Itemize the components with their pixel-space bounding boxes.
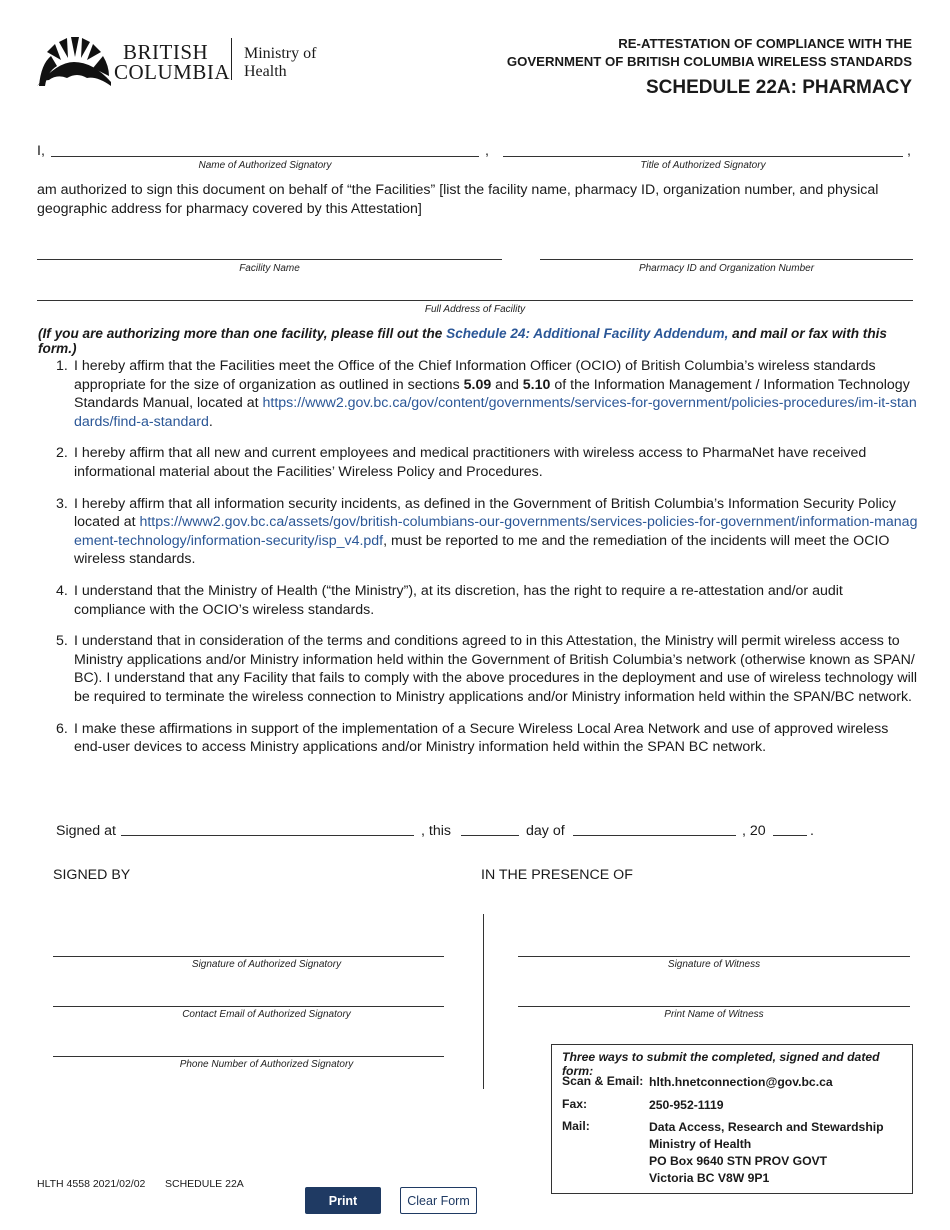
- submission-box-title: Three ways to submit the completed, signed and dated form:: [562, 1050, 880, 1078]
- list-item: 3. I hereby affirm that all information security incidents, as defined in the Government of British Columbia’s Information Security Policy located at https://www2.gov.bc.ca/assets/gov/british-columbians-our-governments/services-policies-for-government/information-management-technology/information-security/isp_v4.pdf, must be reported to me and the remediation of the incidents will meet the OCIO wireless standards.: [56, 495, 918, 568]
- addendum-link[interactable]: Schedule 24: Additional Facility Addendum,: [446, 326, 729, 341]
- item-number: 1.: [56, 358, 68, 374]
- signatory-signature-field[interactable]: [53, 930, 444, 957]
- witness-signature-field[interactable]: [518, 930, 910, 957]
- ministry-line1: Ministry of: [244, 45, 317, 62]
- item-number: 4.: [56, 582, 68, 599]
- form-id: HLTH 4558 2021/02/02: [37, 1178, 146, 1190]
- signatory-title-caption: Title of Authorized Signatory: [640, 160, 766, 171]
- item-number: 6.: [56, 720, 68, 737]
- signed-by-heading: SIGNED BY: [53, 867, 131, 883]
- addendum-note-before: (If you are authorizing more than one facility, please fill out the: [38, 326, 447, 341]
- ministry-line2: Health: [244, 63, 287, 80]
- bc-sun-icon: [37, 36, 111, 86]
- comma-1: ,: [485, 143, 489, 159]
- year-prefix-label: , 20: [742, 823, 766, 839]
- this-label: , this: [421, 823, 451, 839]
- signed-at-field[interactable]: [121, 818, 414, 836]
- bc-wordmark-line2: COLUMBIA: [114, 60, 231, 84]
- signature-divider: [483, 914, 484, 1089]
- item-number: 5.: [56, 633, 68, 650]
- form-title-line1: RE-ATTESTATION OF COMPLIANCE WITH THE: [618, 36, 912, 51]
- fax-label: Fax:: [562, 1097, 588, 1111]
- signatory-email-field[interactable]: [53, 982, 444, 1007]
- signatory-phone-caption: Phone Number of Authorized Signatory: [179, 1059, 354, 1070]
- footer-schedule: SCHEDULE 22A: [165, 1178, 244, 1190]
- signed-at-label: Signed at: [56, 823, 116, 839]
- print-button[interactable]: Print: [305, 1187, 381, 1214]
- day-of-label: day of: [526, 823, 565, 839]
- signatory-name-field[interactable]: [51, 139, 479, 157]
- list-item: 5. I understand that in consideration of the terms and conditions agreed to in this Attestation, the Ministry will permit wireless access to Ministry applications and/or Ministry information held within the Government of British Columbia’s network (otherwise known as SPAN/ BC). I understand that any Facility that fails to comply with the above procedures in the deployment and use of wireless technology will be required to terminate the wireless connection to Ministry applications and/or Ministry information held within the SPAN/BC network.: [56, 633, 918, 705]
- item-number: 3.: [56, 495, 68, 512]
- security-policy-link[interactable]: https://www2.gov.bc.ca/assets/gov/british-columbians-our-governments/services-policies-for-government/information-management-technology/information-security/isp_v4.pdf: [74, 514, 918, 549]
- standards-manual-link[interactable]: https://www2.gov.bc.ca/gov/content/governments/services-for-government/policies-procedures/im-it-standards/find-a-standard: [74, 395, 917, 430]
- list-item: 6. I make these affirmations in support of the implementation of a Secure Wireless Local Area Network and use of approved wireless end-user devices to access Ministry applications and/or Ministry information held within the SPAN BC network.: [56, 720, 889, 756]
- mail-line2: Ministry of Health: [649, 1137, 752, 1151]
- mail-line4: Victoria BC V8W 9P1: [649, 1171, 770, 1185]
- facility-name-caption: Facility Name: [239, 263, 300, 274]
- i-prefix: I,: [37, 143, 45, 159]
- submission-info-box: [551, 1044, 913, 1194]
- signatory-email-caption: Contact Email of Authorized Signatory: [182, 1009, 351, 1020]
- item-number: 2.: [56, 445, 68, 462]
- list-item: 2. I hereby affirm that all new and current employees and medical practitioners with wireless access to PharmaNet have received informational material about the Facilities’ Wireless Policy and Procedures.: [56, 445, 867, 480]
- schedule-title: SCHEDULE 22A: PHARMACY: [645, 77, 912, 98]
- year-field[interactable]: [773, 818, 807, 836]
- facility-address-field[interactable]: [37, 282, 913, 301]
- signatory-phone-field[interactable]: [53, 1032, 444, 1057]
- facility-address-caption: Full Address of Facility: [424, 304, 526, 315]
- witness-signature-caption: Signature of Witness: [667, 959, 761, 970]
- logo-divider: [231, 38, 232, 80]
- addendum-note: [38, 326, 918, 356]
- month-field[interactable]: [573, 818, 736, 836]
- fax-value: 250-952-1119: [649, 1098, 724, 1112]
- affirmation-list: [38, 357, 918, 770]
- period: .: [810, 823, 814, 839]
- day-field[interactable]: [461, 818, 519, 836]
- signatory-title-field[interactable]: [503, 139, 903, 157]
- mail-line3: PO Box 9640 STN PROV GOVT: [649, 1154, 828, 1168]
- bc-wordmark-line1: BRITISH: [123, 40, 209, 64]
- signatory-signature-caption: Signature of Authorized Signatory: [191, 959, 342, 970]
- pharmacy-id-field[interactable]: [540, 240, 913, 260]
- scan-email-label: Scan & Email:: [562, 1074, 644, 1088]
- clear-form-button[interactable]: Clear Form: [400, 1187, 477, 1214]
- witness-heading: IN THE PRESENCE OF: [481, 867, 633, 883]
- list-item: 1. I hereby affirm that the Facilities meet the Office of the Chief Information Officer (OCIO) of British Columbia’s wireless standards appropriate for the size of organization as outlined in sections 5.09 and 5.10 of the Information Management / Information Technology Standards Manual, located at https://www2.gov.bc.ca/gov/content/governments/services-for-government/policies-procedures/im-it-standards/find-a-standard.: [56, 358, 917, 430]
- bc-logo: [37, 36, 337, 88]
- witness-name-field[interactable]: [518, 982, 910, 1007]
- addendum-note-after: and mail or fax with this form.): [38, 326, 887, 356]
- mail-line1: Data Access, Research and Stewardship: [649, 1120, 884, 1134]
- comma-2: ,: [907, 143, 911, 159]
- list-item: 4. I understand that the Ministry of Health (“the Ministry”), at its discretion, has the right to require a re-attestation and/or audit compliance with the OCIO’s wireless standards.: [56, 582, 843, 618]
- authorization-text: am authorized to sign this document on behalf of “the Facilities” [list the facility name, pharmacy ID, organization number, and physical geographic address for pharmacy covered by this Attestation]: [37, 182, 879, 217]
- signatory-name-caption: Name of Authorized Signatory: [198, 160, 332, 171]
- form-title-line2: GOVERNMENT OF BRITISH COLUMBIA WIRELESS STANDARDS: [506, 54, 912, 69]
- mail-label: Mail:: [562, 1119, 590, 1133]
- pharmacy-id-caption: Pharmacy ID and Organization Number: [638, 263, 815, 274]
- witness-name-caption: Print Name of Witness: [664, 1009, 764, 1020]
- facility-name-field[interactable]: [37, 240, 502, 260]
- scan-email-value: hlth.hnetconnection@gov.bc.ca: [649, 1075, 833, 1089]
